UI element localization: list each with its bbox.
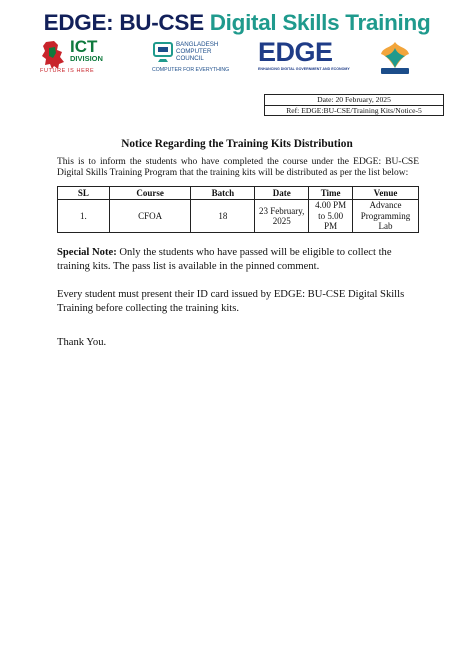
column-header-batch: Batch: [191, 187, 255, 200]
ict-logo-title: ICT: [70, 37, 98, 56]
notice-intro: This is to inform the students who have completed the course under the EDGE: BU-CSE Digital Skills Training Program that the training kits will be distributed as per the list below:: [57, 157, 419, 179]
banner-title-part2: Digital Skills Training: [209, 10, 431, 35]
bangladesh-map-icon: [40, 40, 66, 70]
reference-box: [264, 94, 444, 116]
notice-ref: Ref: EDGE:BU-CSE/Training Kits/Notice-5: [265, 105, 443, 116]
id-card-note: Every student must present their ID card issued by EDGE: BU-CSE Digital Skills Training before collecting the training kits.: [57, 289, 405, 314]
cell-course: CFOA: [109, 200, 191, 233]
cell-batch: 18: [191, 200, 255, 233]
cell-sl: 1.: [58, 200, 110, 233]
ict-logo-subtitle: DIVISION: [70, 54, 103, 63]
computer-monitor-icon: [152, 40, 174, 64]
special-note: [57, 246, 419, 274]
column-header-time: Time: [309, 187, 353, 200]
notice-title: Notice Regarding the Training Kits Distribution: [121, 138, 353, 150]
bcc-logo: [152, 38, 232, 78]
column-header-sl: SL: [58, 187, 110, 200]
ict-logo-tagline: FUTURE IS HERE: [40, 68, 95, 74]
edge-logo-tagline: ENHANCING DIGITAL GOVERNMENT AND ECONOMY: [258, 67, 350, 71]
column-header-course: Course: [109, 187, 191, 200]
column-header-date: Date: [255, 187, 309, 200]
bcc-logo-name: BANGLADESH COMPUTER COUNCIL: [176, 41, 219, 62]
table-row: [58, 200, 419, 233]
bcc-logo-tagline: COMPUTER FOR EVERYTHING: [152, 67, 230, 73]
university-seal-icon: [375, 38, 415, 78]
distribution-table: [57, 186, 419, 233]
edge-logo-word: EDGE: [258, 37, 333, 67]
banner-title: [0, 10, 474, 36]
notice-date: Date: 20 February, 2025: [317, 95, 391, 104]
cell-venue: Advance Programming Lab: [353, 200, 419, 233]
table-header-row: [58, 187, 419, 200]
cell-date: 23 February, 2025: [255, 200, 309, 233]
ict-division-logo: [40, 38, 132, 78]
edge-logo: [258, 37, 350, 78]
logo-row: [40, 38, 440, 78]
column-header-venue: Venue: [353, 187, 419, 200]
special-note-text: Only the students who have passed will be eligible to collect the training kits. The pass list is available in the pinned comment.: [57, 247, 392, 272]
cell-time: 4.00 PM to 5.00 PM: [309, 200, 353, 233]
closing-text: Thank You.: [57, 337, 107, 348]
special-note-label: Special Note:: [57, 247, 117, 258]
banner-title-part1: EDGE: BU-CSE: [43, 10, 204, 35]
